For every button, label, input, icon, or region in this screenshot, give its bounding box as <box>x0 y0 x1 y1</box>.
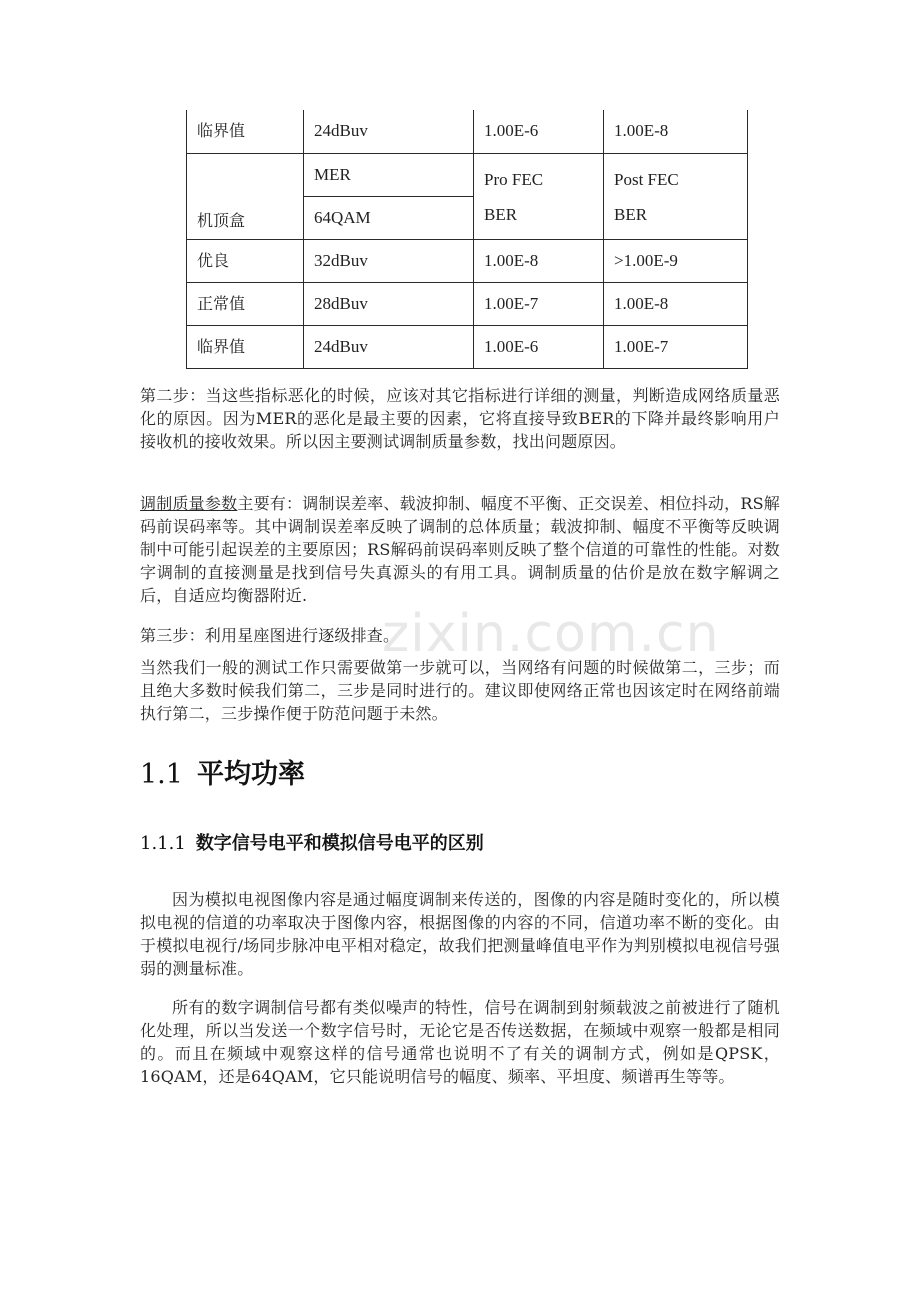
table-header-mer: MER <box>304 153 474 196</box>
paragraph-modulation-quality <box>140 492 780 607</box>
spec-table <box>186 110 748 369</box>
table-cell: 1.00E-8 <box>474 239 604 282</box>
table-header-pro-fec-line1: Pro FEC <box>484 170 544 189</box>
table-cell: 优良 <box>187 239 304 282</box>
table-row <box>187 325 748 368</box>
table-cell: 32dBuv <box>304 239 474 282</box>
table-cell: 28dBuv <box>304 282 474 325</box>
table-cell: 1.00E-7 <box>474 282 604 325</box>
subsection-title: 数字信号电平和模拟信号电平的区别 <box>195 833 484 854</box>
watermark: zixin.com.cn <box>382 604 720 664</box>
table-cell: 1.00E-8 <box>604 110 748 153</box>
section-heading <box>140 752 305 791</box>
table-header-post-fec-line1: Post FEC <box>614 170 679 189</box>
paragraph-step3: 第三步：利用星座图进行逐级排查。 <box>140 626 400 645</box>
paragraph-step2: 第二步：当这些指标恶化的时候，应该对其它指标进行详细的测量，判断造成网络质量恶化的原因。因为MER的恶化是最主要的因素，它将直接导致BER的下降并最终影响用户接收机的接收效果。所以因主要测试调制质量参数，找出问题原因。 <box>140 386 780 451</box>
table-cell: 1.00E-6 <box>474 110 604 153</box>
table-header-label: 机顶盒 <box>187 153 304 239</box>
table-cell: 1.00E-6 <box>474 325 604 368</box>
table-header-pro-fec <box>474 153 604 239</box>
table-cell: 正常值 <box>187 282 304 325</box>
table-cell: 1.00E-7 <box>604 325 748 368</box>
table-row <box>187 110 748 153</box>
paragraph-analog: 因为模拟电视图像内容是通过幅度调制来传送的，图像的内容是随时变化的，所以模拟电视的信道的功率取决于图像内容，根据图像的内容的不同，信道功率不断的变化。由于模拟电视行/场同步脉冲电平相对稳定，故我们把测量峰值电平作为判别模拟电视信号强弱的测量标准。 <box>140 890 780 978</box>
section-number: 1.1 <box>140 759 183 790</box>
subsection-number: 1.1.1 <box>140 833 186 854</box>
table-row <box>187 239 748 282</box>
table-cell: 临界值 <box>187 325 304 368</box>
table-header-post-fec-line2: BER <box>614 205 648 224</box>
table-header-post-fec <box>604 153 748 239</box>
table-row <box>187 282 748 325</box>
modulation-quality-text: 主要有：调制误差率、载波抑制、幅度不平衡、正交误差、相位抖动，RS解码前误码率等。其中调制误差率反映了调制的总体质量；载波抑制、幅度不平衡等反映调制中可能引起误差的主要原因；RS解码前误码率则反映了整个信道的可靠性的性能。对数字调制的直接测量是找到信号失真源头的有用工具。调制质量的估价是放在数字解调之后，自适应均衡器附近. <box>140 494 780 605</box>
table-header-row <box>187 153 748 196</box>
paragraph-summary: 当然我们一般的测试工作只需要做第一步就可以，当网络有问题的时候做第二，三步；而且绝大多数时候我们第二，三步是同时进行的。建议即使网络正常也因该定时在网络前端执行第二，三步操作便于防范问题于未然。 <box>140 658 780 723</box>
table-header-mod: 64QAM <box>304 196 474 239</box>
table-cell: 临界值 <box>187 110 304 153</box>
table-header-pro-fec-line2: BER <box>484 205 518 224</box>
table-cell: 24dBuv <box>304 110 474 153</box>
table-cell: 1.00E-8 <box>604 282 748 325</box>
section-title: 平均功率 <box>196 759 305 790</box>
paragraph-digital: 所有的数字调制信号都有类似噪声的特性，信号在调制到射频载波之前被进行了随机化处理，所以当发送一个数字信号时，无论它是否传送数据，在频域中观察一般都是相同的。而且在频域中观察这样的信号通常也说明不了有关的调制方式，例如是QPSK，16QAM，还是64QAM，它只能说明信号的幅度、频率、平坦度、频谱再生等等。 <box>140 998 780 1086</box>
modulation-quality-link[interactable]: 调制质量参数 <box>140 494 238 513</box>
subsection-heading <box>140 829 484 855</box>
table-cell: 24dBuv <box>304 325 474 368</box>
table-cell: >1.00E-9 <box>604 239 748 282</box>
